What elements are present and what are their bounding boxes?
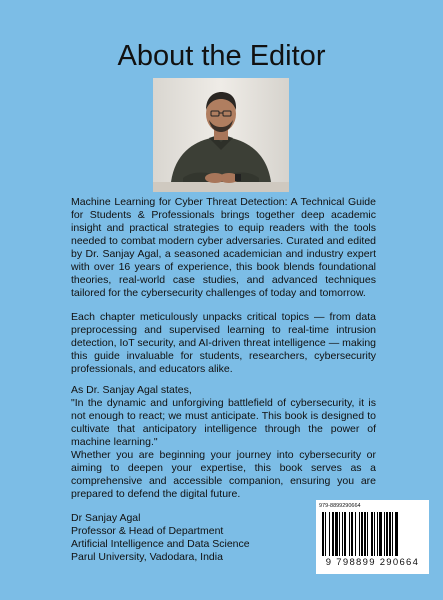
chapters-paragraph: Each chapter meticulously unpacks critical topics — from data preprocessing and supervised learning to real-time intrusion detection, IoT security, and AI-driven threat intelligence — making this guide invaluable for students, researchers, cybersecurity professionals, and educators alike. <box>71 311 376 375</box>
quote-text: "In the dynamic and unforgiving battlefield of cybersecurity, it is not enough to react; we must anticipate. This book is designed to cultivate that anticipatory intelligence through the power of machine learning." <box>71 397 376 448</box>
intro-paragraph: Machine Learning for Cyber Threat Detection: A Technical Guide for Students & Professionals brings together deep academic insight and practical strategies to equip readers with the tools needed to combat modern cyber adversaries. Curated and edited by Dr. Sanjay Agal, a seasoned academician and industry expert with over 16 years of experience, this book blends foundational theories, real-world case studies, and advanced techniques tailored for the cybersecurity challenges of today and tomorrow. <box>71 196 376 299</box>
editor-role: Professor & Head of Department <box>71 525 224 537</box>
editor-name: Dr Sanjay Agal <box>71 512 141 524</box>
editor-signature <box>71 512 301 564</box>
isbn-barcode <box>316 500 429 574</box>
editor-portrait-icon <box>153 78 289 192</box>
quote-intro: As Dr. Sanjay Agal states, <box>71 384 192 396</box>
editor-photo <box>153 78 289 192</box>
editor-organization: Parul University, Vadodara, India <box>71 551 223 563</box>
editor-department: Artificial Intelligence and Data Science <box>71 538 250 550</box>
isbn-number: 979-8899290664 <box>319 503 361 509</box>
closing-paragraph: Whether you are beginning your journey into cybersecurity or aiming to deepen your expertise, this book serves as a comprehensive and accessible companion, ensuring you are prepared to defend the digital future. <box>71 449 376 500</box>
barcode-icon <box>320 512 425 556</box>
barcode-digits: 9 798899 290664 <box>325 557 420 568</box>
page-title: About the Editor <box>117 40 326 72</box>
quote-block <box>71 384 376 449</box>
